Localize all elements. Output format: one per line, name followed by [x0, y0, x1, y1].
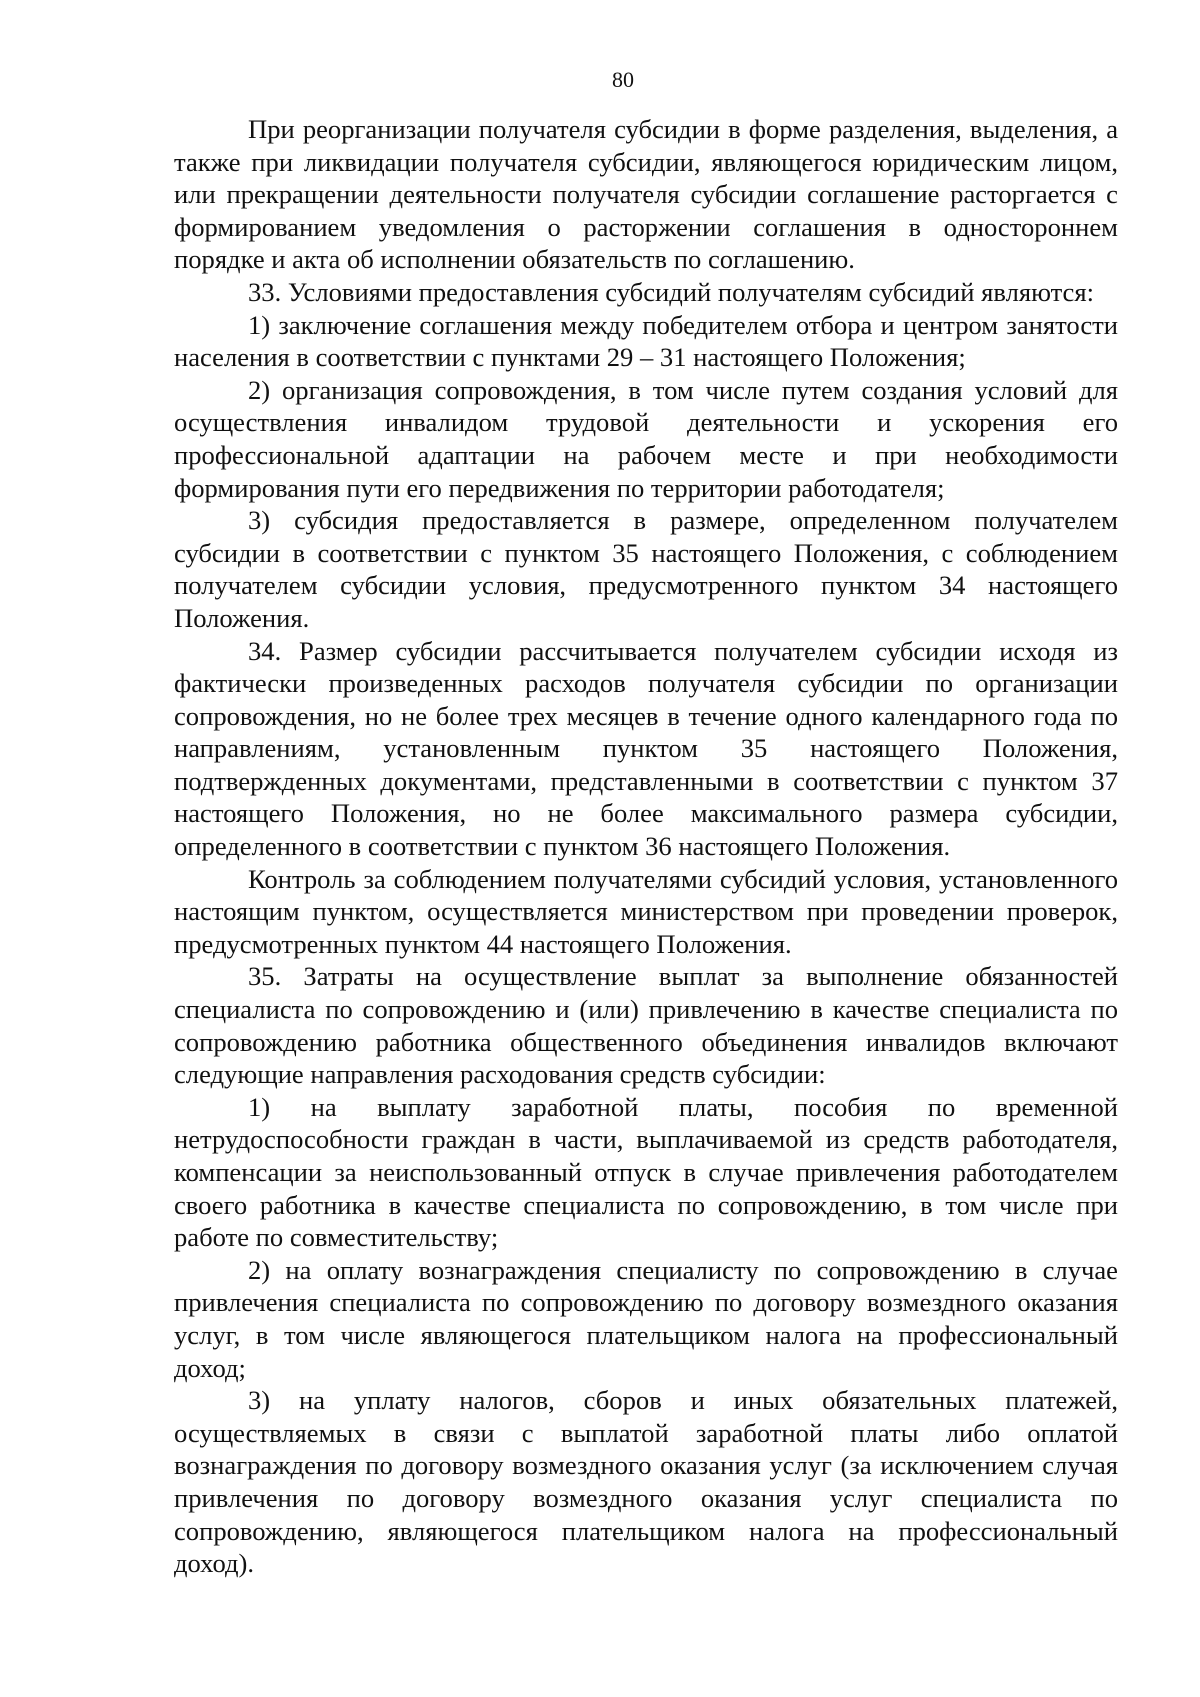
- paragraph-clause-33-item-3: 3) субсидия предоставляется в размере, определенном получателем субсидии в соответствии с пунктом 35 настоящего Положения, с соблюдением получателем субсидии условия, предусмотренного пунктом 34 настоящего Положения.: [174, 505, 1118, 633]
- document-body: [174, 113, 1118, 1580]
- paragraph-clause-35: 35. Затраты на осуществление выплат за выполнение обязанностей специалиста по сопровождению и (или) привлечению в качестве специалиста по сопровождению работника общественного объединения инвалидов включают следующие направления расходования средств субсидии:: [174, 961, 1118, 1090]
- paragraph-clause-35-item-2: 2) на оплату вознаграждения специалисту по сопровождению в случае привлечения специалиста по сопровождению по договору возмездного оказания услуг, в том числе являющегося плательщиком налога на профессиональный доход;: [174, 1254, 1118, 1383]
- paragraph-clause-33: 33. Условиями предоставления субсидий получателям субсидий являются:: [248, 276, 1094, 307]
- paragraph-reorganization: При реорганизации получателя субсидии в форме разделения, выделения, а также при ликвидации получателя субсидии, являющегося юридическим лицом, или прекращении деятельности получателя субсидии соглашение расторгается с формированием уведомления о расторжении соглашения в одностороннем порядке и акта об исполнении обязательств по соглашению.: [174, 114, 1118, 275]
- paragraph-clause-35-item-1: 1) на выплату заработной платы, пособия по временной нетрудоспособности граждан в части, выплачиваемой из средств работодателя, компенсации за неиспользованный отпуск в случае привлечения работодателем своего работника в качестве специалиста по сопровождению, в том числе при работе по совместительству;: [174, 1091, 1118, 1253]
- paragraph-control: Контроль за соблюдением получателями субсидий условия, установленного настоящим пунктом, осуществляется министерством при проведении проверок, предусмотренных пунктом 44 настоящего Положения.: [174, 863, 1118, 959]
- paragraph-clause-34: 34. Размер субсидии рассчитывается получателем субсидии исходя из фактически произведенных расходов получателя субсидии по организации сопровождения, но не более трех месяцев в течение одного календарного года по направлениям, установленным пунктом 35 настоящего Положения, подтвержденных документами, представленными в соответствии с пунктом 37 настоящего Положения, но не более максимального размера субсидии, определенного в соответствии с пунктом 36 настоящего Положения.: [174, 635, 1118, 862]
- paragraph-clause-35-item-3: 3) на уплату налогов, сборов и иных обязательных платежей, осуществляемых в связи с выплатой заработной платы либо оплатой вознаграждения по договору возмездного оказания услуг (за исключением случая привлечения по договору возмездного оказания услуг специалиста по сопровождению, являющегося плательщиком налога на профессиональный доход).: [174, 1385, 1118, 1579]
- paragraph-clause-33-item-2: 2) организация сопровождения, в том числе путем создания условий для осуществления инвалидом трудовой деятельности и ускорения его профессиональной адаптации на рабочем месте и при необходимости формирования пути его передвижения по территории работодателя;: [174, 374, 1118, 503]
- page-number: 80: [612, 67, 634, 92]
- paragraph-clause-33-item-1: 1) заключение соглашения между победителем отбора и центром занятости населения в соответствии с пунктами 29 – 31 настоящего Положения;: [174, 309, 1118, 373]
